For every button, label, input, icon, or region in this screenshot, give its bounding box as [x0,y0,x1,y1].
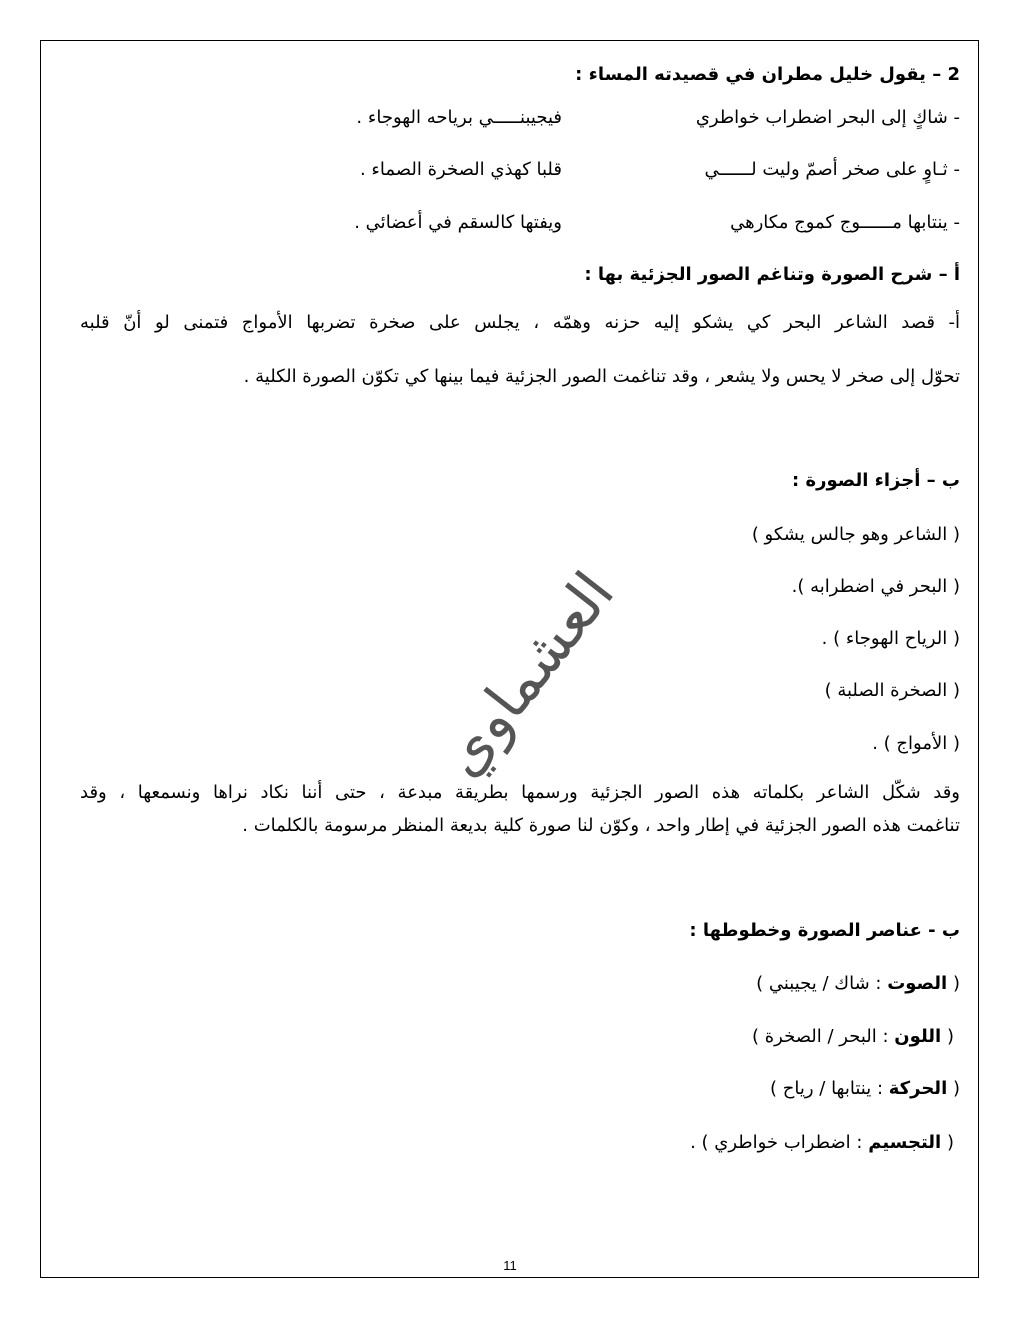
image-element-embodiment [690,1130,954,1156]
verse-2-second-hemistich: قلبا كهذي الصخرة الصماء . [359,159,562,180]
element-label: الحركة [888,1078,948,1099]
author-watermark: العشماوي [426,559,628,789]
question-2-heading: 2 – يقول خليل مطران في قصيدته المساء : [575,64,960,85]
element-label: الصوت [887,973,948,994]
section-b1-paragraph-line-2: تناغمت هذه الصور الجزئية في إطار واحد ، وكوّن لنا صورة كلية بديعة المنظر مرسومة بالكلمات . [242,815,960,836]
image-element-color [752,1024,954,1050]
section-a-line-1: أ- قصد الشاعر البحر كي يشكو إليه حزنه وهمّه ، يجلس على صخرة تضربها الأمواج فتمنى لو أنّ قلبه [80,312,960,333]
open-paren: ( [952,973,960,994]
image-part-item: ( الأمواج ) . [872,733,960,754]
open-paren: ( [946,1026,954,1047]
image-element-motion [770,1076,960,1102]
element-value: : ينتابها / رياح ) [770,1078,884,1099]
section-a-heading: أ – شرح الصورة وتناغم الصور الجزئية بها : [584,264,960,285]
verse-1-first-hemistich: - شاكٍ إلى البحر اضطراب خواطري [695,107,960,128]
verse-2 [330,157,960,183]
verse-2-first-hemistich: - ثـاوٍ على صخر أصمّ وليت لــــــي [704,159,960,180]
open-paren: ( [952,1078,960,1099]
section-b1-paragraph-line-1: وقد شكّل الشاعر بكلماته هذه الصور الجزئية ورسمها بطريقة مبدعة ، حتى أننا نكاد نراها ونسمعها ، وقد [80,782,960,803]
image-part-item: ( الرياح الهوجاء ) . [821,628,960,649]
verse-1-second-hemistich: فيجيبنـــــي برياحه الهوجاء . [356,107,562,128]
image-part-item: ( الصخرة الصلبة ) [824,680,960,701]
verse-3-second-hemistich: ويفتها كالسقم في أعضائي . [354,212,562,233]
verse-3 [330,210,960,236]
section-b2-heading: ب - عناصر الصورة وخطوطها : [689,920,960,941]
element-label: التجسيم [868,1132,942,1153]
image-part-item: ( البحر في اضطرابه ). [791,576,960,597]
image-part-item: ( الشاعر وهو جالس يشكو ) [751,524,960,545]
open-paren: ( [946,1132,954,1153]
section-a-line-2: تحوّل إلى صخر لا يحس ولا يشعر ، وقد تناغمت الصور الجزئية فيما بينها كي تكوّن الصورة الكلية . [243,366,960,387]
verse-1 [330,105,960,131]
verse-3-first-hemistich: - ينتابها مــــــوج كموج مكارهي [730,212,960,233]
element-value: : اضطراب خواطري ) . [690,1132,863,1153]
image-element-sound [756,971,960,997]
section-b1-heading: ب – أجزاء الصورة : [791,470,960,491]
element-value: : البحر / الصخرة ) [751,1026,889,1047]
page-number: 11 [503,1258,517,1273]
element-label: اللون [894,1026,942,1047]
element-value: : شاك / يجيبني ) [756,973,882,994]
